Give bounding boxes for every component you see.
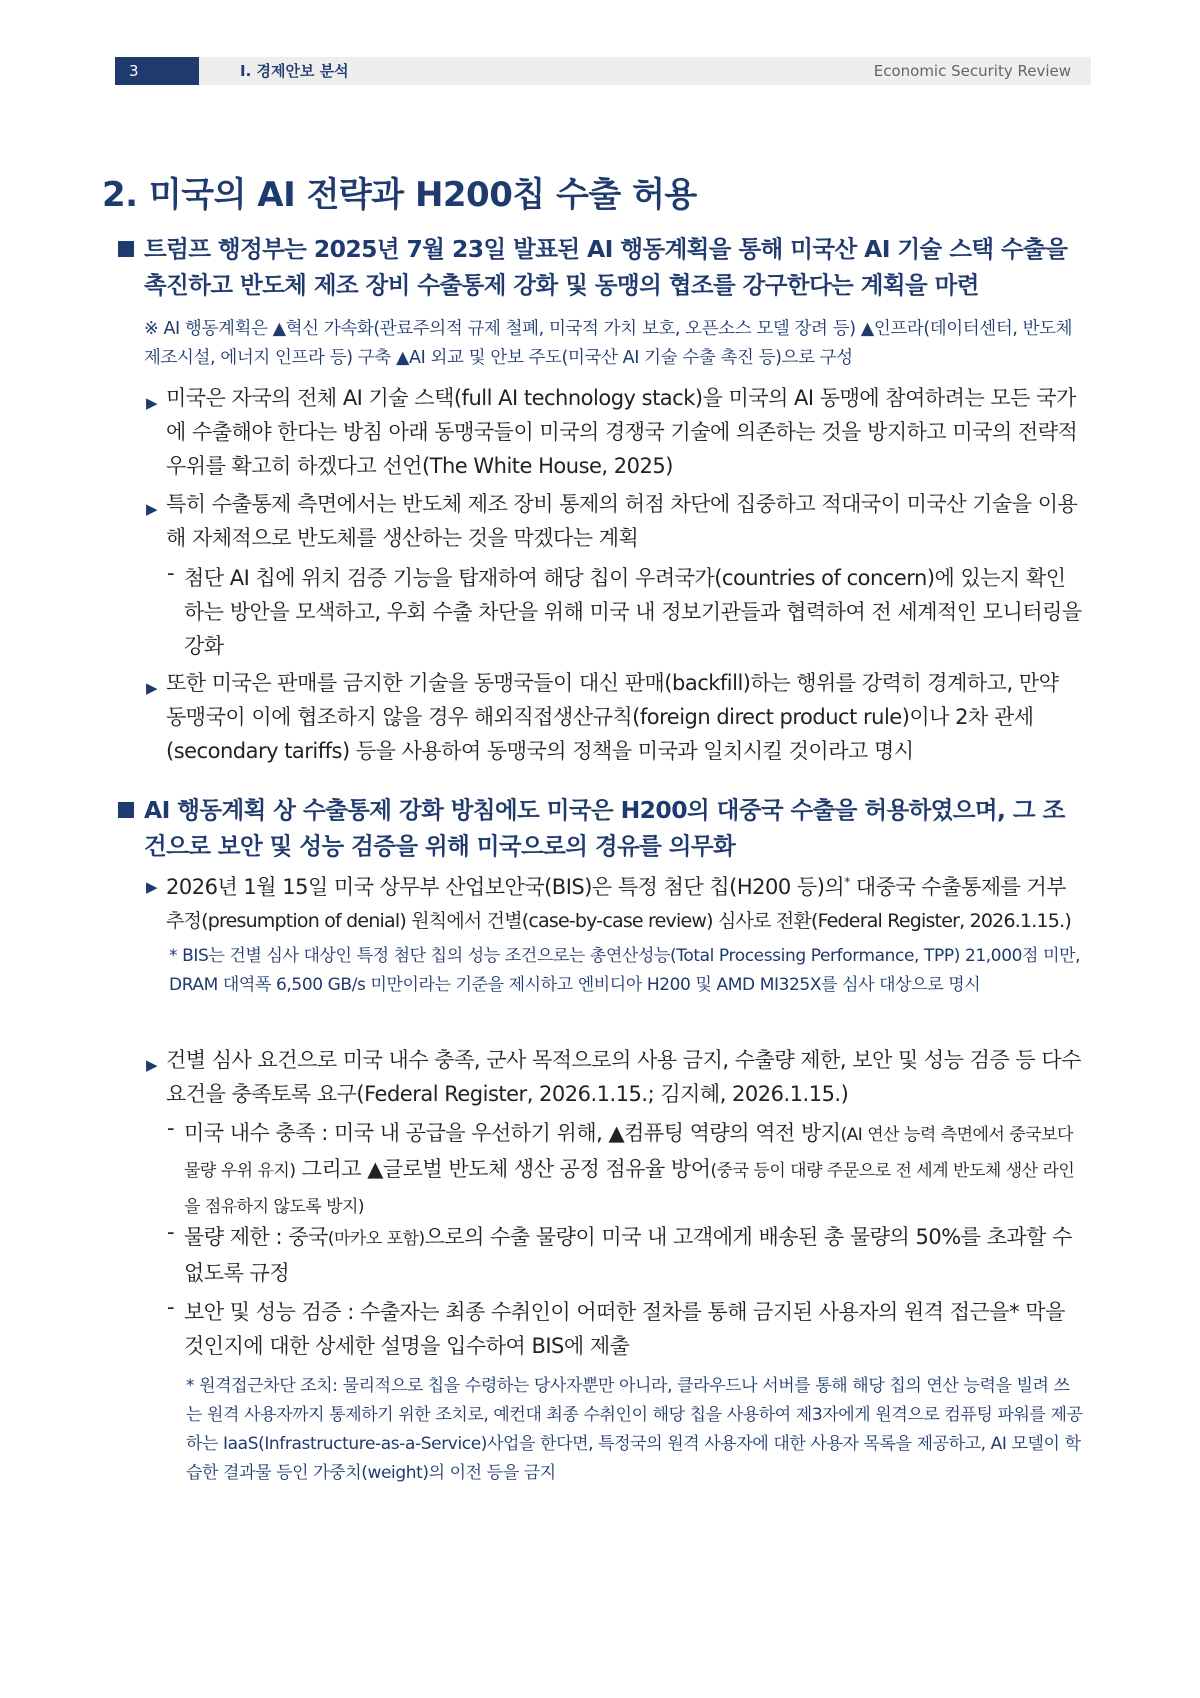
section1-heading: 트럼프 행정부는 2025년 7월 23일 발표된 AI 행동계획을 통해 미국산 AI 기술 스택 수출을 촉진하고 반도체 제조 장비 수출통제 강화 및 동맹의 협조를 강구한다는 계획을 마련 [144, 235, 1068, 299]
section1-bullet2-sub: 첨단 AI 칩에 위치 검증 기능을 탑재하여 해당 칩이 우려국가(countries of concern)에 있는지 확인하는 방안을 모색하고, 우회 수출 차단을 위해 미국 내 정보기관들과 협력하여 전 세계적인 모니터링을 강화 [184, 566, 1082, 658]
triangle-bullet-icon: ▶ [146, 500, 158, 518]
footnote2-text: 원격접근차단 조치: 물리적으로 칩을 수령하는 당사자뿐만 아니라, 클라우드나 서버를 통해 해당 칩의 연산 능력을 빌려 쓰는 원격 사용자까지 통제하기 위한 조치로, 예컨대 최종 수취인이 해당 칩을 사용하여 제3자에게 원격으로 컴퓨팅 파워를 제공하는 IaaS(Infrastructure-as-a-Service)사업을 한다면, 특정국의 원격 사용자에 대한 사용자 목록을 제공하고, AI 모델이 학습한 결과물 등인 가중치(weight)의 이전 등을 금지 [186, 1376, 1083, 1483]
dash-bullet-icon: - [167, 561, 175, 585]
sub2-small: (마카오 포함) [327, 1229, 425, 1249]
footnote-ref: * [844, 875, 850, 889]
dash-bullet-icon: - [167, 1295, 175, 1319]
footnote2 [186, 1372, 1084, 1488]
section1-note [144, 315, 1084, 373]
footnote1 [169, 942, 1084, 1000]
triangle-bullet-icon: ▶ [146, 1056, 158, 1074]
sub1-text-a: 미국 내수 충족 : 미국 내 공급을 우선하기 위해, ▲컴퓨팅 역량의 역전 방지 [184, 1121, 841, 1145]
dash-bullet-icon: - [167, 1116, 175, 1140]
section2-bullet1-line1 [166, 865, 1084, 904]
triangle-bullet-icon: ▶ [146, 394, 158, 412]
section2-heading: AI 행동계획 상 수출통제 강화 방침에도 미국은 H200의 대중국 수출을 허용하였으며, 그 조건으로 보안 및 성능 검증을 위해 미국으로의 경유를 의무화 [144, 796, 1065, 860]
section2-bullet1 [166, 865, 1084, 938]
square-bullet-icon [118, 802, 134, 818]
page-title: 2. 미국의 AI 전략과 H200칩 수출 허용 [102, 175, 697, 215]
dash-bullet-icon: - [167, 1220, 175, 1244]
triangle-bullet-icon: ▶ [146, 679, 158, 697]
section1-bullet1: 미국은 자국의 전체 AI 기술 스택(full AI technology stack)을 미국의 AI 동맹에 참여하려는 모든 국가에 수출해야 한다는 방침 아래 동맹국들이 미국의 경쟁국 기술에 의존하는 것을 방지하고 미국의 전략적 우위를 확고히 하겠다고 선언(The White House, 2025) [166, 386, 1078, 478]
sub2-text-b: 으로의 수출 물량이 미국 내 고객에게 배송된 총 물량의 50%를 초과할 수 없도록 규정 [184, 1225, 1072, 1285]
section1-bullet2: 특히 수출통제 측면에서는 반도체 제조 장비 통제의 허점 차단에 집중하고 적대국이 미국산 기술을 이용해 자체적으로 반도체를 생산하는 것을 막겠다는 계획 [166, 492, 1078, 550]
sub2-text-a: 물량 제한 : 중국 [184, 1225, 328, 1249]
bullet1-text-b: 대중국 수출통제를 거부 [849, 875, 1067, 899]
sub1-small-a: (AI 연산 능력 측면에서 중국보다 물량 우위 유지) [184, 1125, 1073, 1181]
section2-sub3: 보안 및 성능 검증 : 수출자는 최종 수취인이 어떠한 절차를 통해 금지된 사용자의 원격 접근을* 막을 것인지에 대한 상세한 설명을 입수하여 BIS에 제출 [184, 1300, 1065, 1358]
footnote-mark: * [169, 946, 178, 966]
section2-sub2 [184, 1220, 1084, 1290]
section2-bullet2: 건별 심사 요건으로 미국 내수 충족, 군사 목적으로의 사용 금지, 수출량 제한, 보안 및 성능 검증 등 다수 요건을 충족토록 요구(Federal Register, 2026.1.15.; 김지혜, 2026.1.15.) [166, 1048, 1081, 1106]
bullet1-text-a: 2026년 1월 15일 미국 상무부 산업보안국(BIS)은 특정 첨단 칩(H200 등)의 [166, 875, 845, 899]
section2-bullet1-line2: 추정(presumption of denial) 원칙에서 건별(case-by-case review) 심사로 전환(Federal Register, 2026.1.15.) [166, 910, 1071, 932]
square-bullet-icon [118, 241, 134, 257]
page-number: 3 [115, 57, 199, 85]
journal-name: Economic Security Review [873, 62, 1071, 80]
page-header [115, 57, 1091, 85]
triangle-bullet-icon: ▶ [146, 878, 158, 896]
footnote1-text: BIS는 건별 심사 대상인 특정 첨단 칩의 성능 조건으로는 총연산성능(Total Processing Performance, TPP) 21,000점 미만, DRAM 대역폭 6,500 GB/s 미만이라는 기준을 제시하고 엔비디아 H200 및 AMD MI325X를 심사 대상으로 명시 [169, 946, 1081, 995]
section1-note-text: AI 행동계획은 ▲혁신 가속화(관료주의적 규제 철폐, 미국적 가치 보호, 오픈소스 모델 장려 등) ▲인프라(데이터센터, 반도체 제조시설, 에너지 인프라 등) 구축 ▲AI 외교 및 안보 주도(미국산 AI 기술 수출 촉진 등)으로 구성 [144, 319, 1073, 368]
footnote-mark: * [186, 1376, 195, 1396]
sub1-text-b: 그리고 ▲글로벌 반도체 생산 공정 점유율 방어 [295, 1157, 711, 1181]
reference-mark-icon: ※ [144, 319, 159, 339]
section2-sub1 [184, 1116, 1084, 1224]
sub1-small-b: (중국 등이 대량 주문으로 전 세계 반도체 생산 라인을 점유하지 않도록 방지) [184, 1161, 1075, 1217]
section-label: Ⅰ. 경제안보 분석 [240, 62, 349, 80]
section1-bullet3: 또한 미국은 판매를 금지한 기술을 동맹국들이 대신 판매(backfill)하는 행위를 강력히 경계하고, 만약 동맹국이 이에 협조하지 않을 경우 해외직접생산규칙(foreign direct product rule)이나 2차 관세(secondary tariffs) 등을 사용하여 동맹국의 정책을 미국과 일치시킬 것이라고 명시 [166, 671, 1059, 763]
